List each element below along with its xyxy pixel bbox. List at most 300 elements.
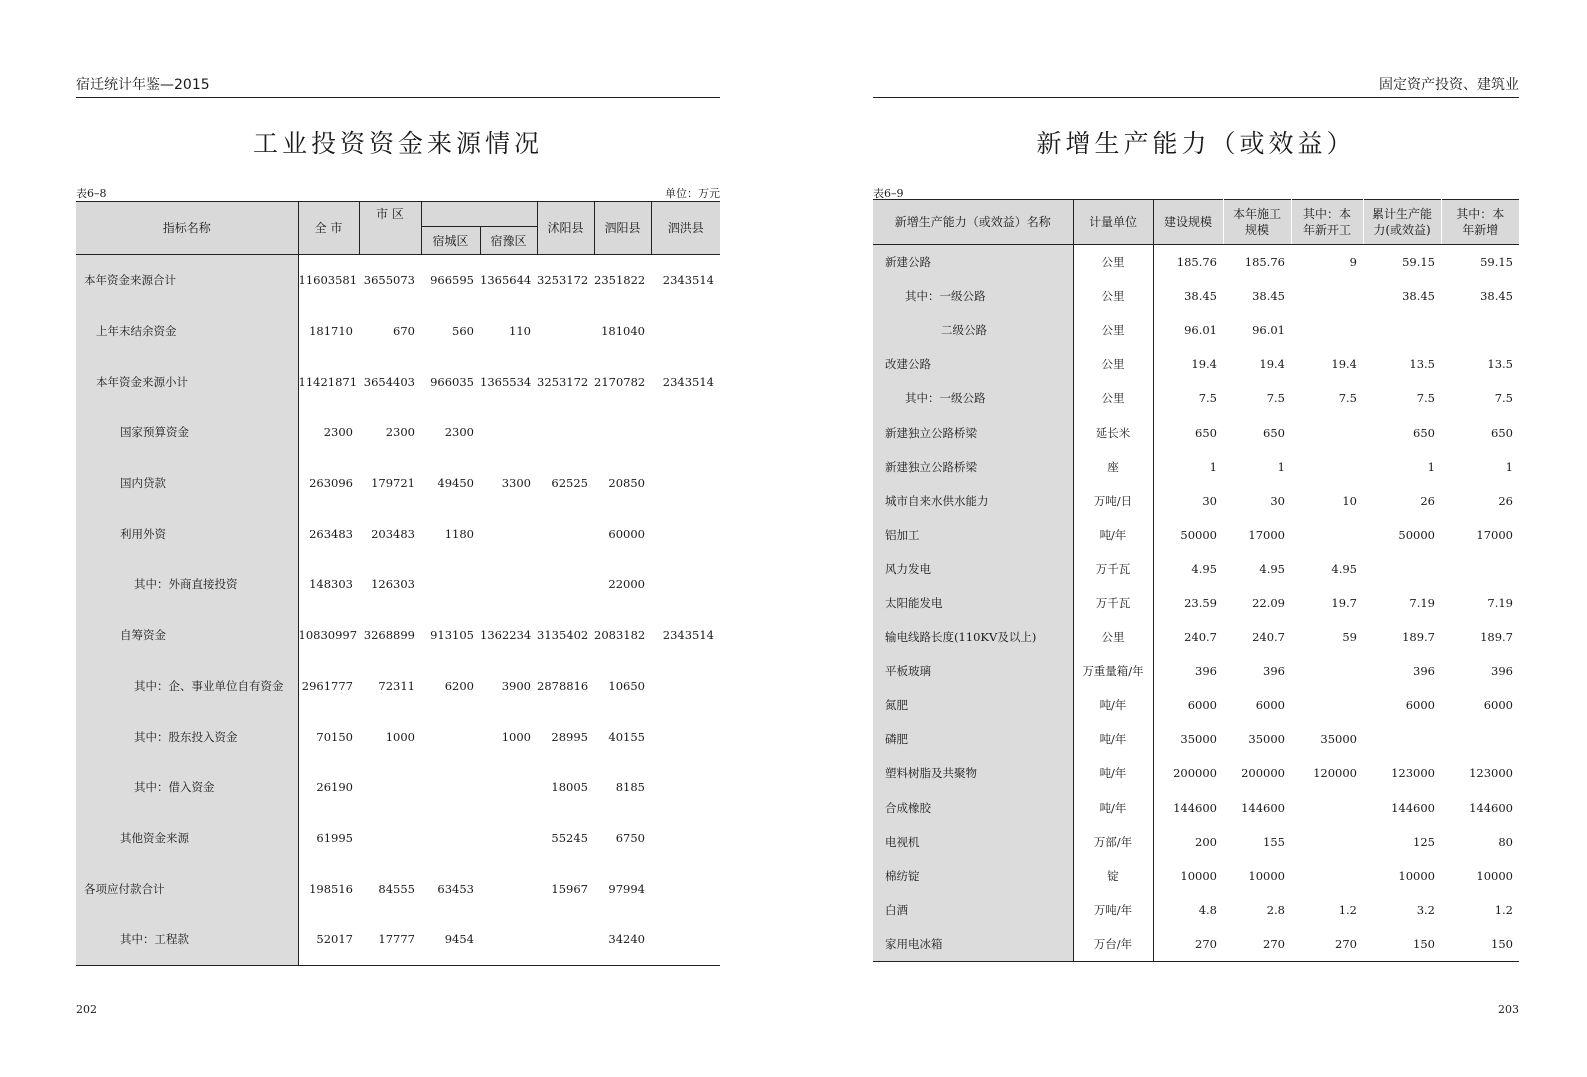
value-cell: 144600 bbox=[1391, 800, 1435, 815]
header-unit: 计量单位 bbox=[1073, 200, 1153, 245]
value-cell: 179721 bbox=[371, 476, 415, 491]
value-cell bbox=[537, 306, 594, 357]
value-cell: 155 bbox=[1263, 834, 1285, 849]
value-cell: 966035 bbox=[430, 374, 474, 389]
table-row bbox=[873, 450, 1519, 484]
row-label: 新建公路 bbox=[873, 245, 1073, 280]
row-label: 城市自来水供水能力 bbox=[873, 484, 1073, 518]
value-cell: 913105 bbox=[430, 628, 474, 643]
table-row bbox=[76, 508, 720, 559]
value-cell: 38.45 bbox=[1252, 289, 1285, 304]
unit-cell: 万吨/年 bbox=[1073, 893, 1153, 927]
value-cell: 2300 bbox=[323, 425, 353, 440]
row-label: 利用外资 bbox=[76, 508, 298, 559]
capacity-table-body bbox=[873, 245, 1519, 962]
value-cell: 19.4 bbox=[1259, 357, 1285, 372]
table-row bbox=[873, 586, 1519, 620]
value-cell: 110 bbox=[509, 324, 531, 339]
value-cell: 1000 bbox=[501, 729, 531, 744]
value-cell: 3655073 bbox=[363, 273, 415, 288]
table-row bbox=[873, 654, 1519, 688]
value-cell bbox=[651, 458, 720, 509]
value-cell: 10000 bbox=[1248, 868, 1285, 883]
table-row bbox=[76, 255, 720, 306]
value-cell: 2343514 bbox=[662, 273, 714, 288]
header-shuyang: 沭阳县 bbox=[537, 202, 594, 255]
value-cell bbox=[1441, 722, 1519, 756]
header-current-scale-l1: 本年施工 bbox=[1232, 207, 1281, 221]
value-cell: 38.45 bbox=[1480, 289, 1513, 304]
row-label: 电视机 bbox=[873, 825, 1073, 859]
table-row bbox=[76, 559, 720, 610]
value-cell: 72311 bbox=[378, 678, 415, 693]
value-cell bbox=[1441, 313, 1519, 347]
value-cell: 18005 bbox=[551, 780, 588, 795]
table-row bbox=[873, 347, 1519, 381]
header-suyu: 宿豫区 bbox=[480, 227, 537, 255]
row-label: 本年资金来源小计 bbox=[76, 356, 298, 407]
header-scale: 建设规模 bbox=[1153, 200, 1223, 245]
row-label: 国内贷款 bbox=[76, 458, 298, 509]
value-cell: 50000 bbox=[1398, 527, 1435, 542]
row-label: 其中：企、事业单位自有资金 bbox=[76, 661, 298, 712]
value-cell: 22000 bbox=[608, 577, 645, 592]
value-cell: 3253172 bbox=[537, 374, 589, 389]
value-cell: 3.2 bbox=[1416, 902, 1435, 917]
value-cell: 670 bbox=[393, 324, 415, 339]
table-row bbox=[873, 927, 1519, 962]
value-cell: 181040 bbox=[601, 324, 645, 339]
table-row bbox=[873, 484, 1519, 518]
value-cell: 270 bbox=[1263, 936, 1285, 951]
value-cell: 11603581 bbox=[298, 273, 358, 288]
table-row bbox=[873, 756, 1519, 790]
value-cell: 7.5 bbox=[1494, 391, 1513, 406]
value-cell: 20850 bbox=[608, 476, 645, 491]
row-label: 国家预算资金 bbox=[76, 407, 298, 458]
value-cell: 1000 bbox=[385, 729, 415, 744]
row-label: 棉纺锭 bbox=[873, 859, 1073, 893]
value-cell: 7.19 bbox=[1409, 595, 1435, 610]
row-label: 输电线路长度(110KV及以上) bbox=[873, 620, 1073, 654]
row-label: 白酒 bbox=[873, 893, 1073, 927]
value-cell: 10650 bbox=[608, 678, 645, 693]
value-cell bbox=[651, 813, 720, 864]
value-cell bbox=[594, 407, 651, 458]
value-cell: 11421871 bbox=[298, 374, 358, 389]
unit-cell: 万千瓦 bbox=[1073, 586, 1153, 620]
value-cell bbox=[1363, 313, 1441, 347]
header-current-scale bbox=[1223, 200, 1291, 245]
value-cell: 650 bbox=[1491, 425, 1513, 440]
table-row bbox=[76, 914, 720, 965]
unit-cell: 延长米 bbox=[1073, 415, 1153, 449]
unit-cell: 公里 bbox=[1073, 245, 1153, 280]
row-label: 合成橡胶 bbox=[873, 791, 1073, 825]
running-head-text: 固定资产投资、建筑业 bbox=[1379, 77, 1519, 93]
value-cell: 4.95 bbox=[1331, 561, 1357, 576]
value-cell bbox=[651, 711, 720, 762]
header-urban: 市 区 bbox=[359, 202, 421, 227]
table-row bbox=[76, 863, 720, 914]
value-cell: 62525 bbox=[551, 476, 588, 491]
value-cell: 1365644 bbox=[480, 273, 532, 288]
value-cell bbox=[537, 914, 594, 965]
value-cell bbox=[651, 306, 720, 357]
value-cell bbox=[480, 559, 537, 610]
value-cell bbox=[651, 914, 720, 965]
table-row bbox=[76, 610, 720, 661]
table-row bbox=[873, 688, 1519, 722]
value-cell: 4.95 bbox=[1191, 561, 1217, 576]
value-cell: 200 bbox=[1195, 834, 1217, 849]
value-cell: 60000 bbox=[608, 526, 645, 541]
value-cell: 2351822 bbox=[594, 273, 646, 288]
value-cell: 396 bbox=[1491, 664, 1513, 679]
value-cell: 22.09 bbox=[1252, 595, 1285, 610]
running-head bbox=[873, 75, 1519, 98]
table-row bbox=[873, 245, 1519, 280]
value-cell bbox=[480, 813, 537, 864]
value-cell: 8185 bbox=[615, 780, 645, 795]
value-cell: 150 bbox=[1491, 936, 1513, 951]
value-cell bbox=[1363, 722, 1441, 756]
new-capacity-table bbox=[873, 199, 1519, 962]
table-row bbox=[873, 825, 1519, 859]
running-head bbox=[76, 75, 720, 98]
value-cell: 189.7 bbox=[1480, 630, 1513, 645]
value-cell: 35000 bbox=[1180, 732, 1217, 747]
value-cell bbox=[421, 711, 480, 762]
value-cell bbox=[1291, 688, 1363, 722]
value-cell bbox=[1291, 518, 1363, 552]
value-cell: 10 bbox=[1342, 493, 1357, 508]
table-unit: 单位：万元 bbox=[665, 187, 720, 200]
value-cell: 97994 bbox=[608, 881, 645, 896]
value-cell: 19.4 bbox=[1191, 357, 1217, 372]
value-cell: 30 bbox=[1270, 493, 1285, 508]
value-cell: 1180 bbox=[444, 526, 474, 541]
header-name: 新增生产能力（或效益）名称 bbox=[873, 200, 1073, 245]
row-label: 本年资金来源合计 bbox=[76, 255, 298, 306]
value-cell bbox=[651, 762, 720, 813]
value-cell: 2343514 bbox=[662, 628, 714, 643]
value-cell: 650 bbox=[1413, 425, 1435, 440]
value-cell bbox=[651, 508, 720, 559]
value-cell: 123000 bbox=[1469, 766, 1513, 781]
value-cell: 2961777 bbox=[301, 678, 353, 693]
table-row bbox=[76, 813, 720, 864]
value-cell: 55245 bbox=[551, 830, 588, 845]
value-cell bbox=[480, 508, 537, 559]
value-cell bbox=[651, 407, 720, 458]
value-cell: 19.7 bbox=[1331, 595, 1357, 610]
table-row bbox=[873, 722, 1519, 756]
table-row bbox=[873, 279, 1519, 313]
value-cell: 49450 bbox=[437, 476, 474, 491]
value-cell: 26 bbox=[1498, 493, 1513, 508]
unit-cell: 万吨/日 bbox=[1073, 484, 1153, 518]
value-cell: 120000 bbox=[1313, 766, 1357, 781]
value-cell: 144600 bbox=[1173, 800, 1217, 815]
value-cell: 10000 bbox=[1476, 868, 1513, 883]
value-cell: 966595 bbox=[430, 273, 474, 288]
row-label: 新建独立公路桥梁 bbox=[873, 415, 1073, 449]
value-cell: 270 bbox=[1335, 936, 1357, 951]
value-cell: 2.8 bbox=[1266, 902, 1285, 917]
value-cell: 70150 bbox=[316, 729, 353, 744]
value-cell bbox=[1291, 859, 1363, 893]
value-cell bbox=[421, 762, 480, 813]
table-row bbox=[873, 381, 1519, 415]
header-sihong: 泗洪县 bbox=[651, 202, 720, 255]
header-indicator: 指标名称 bbox=[76, 202, 298, 255]
value-cell: 263096 bbox=[309, 476, 353, 491]
table-row bbox=[76, 711, 720, 762]
value-cell: 263483 bbox=[309, 526, 353, 541]
value-cell: 7.5 bbox=[1266, 391, 1285, 406]
row-label: 风力发电 bbox=[873, 552, 1073, 586]
table-row bbox=[873, 859, 1519, 893]
value-cell: 2170782 bbox=[594, 374, 646, 389]
value-cell: 34240 bbox=[608, 932, 645, 947]
value-cell: 61995 bbox=[316, 830, 353, 845]
value-cell: 3300 bbox=[501, 476, 531, 491]
row-label: 其中：一级公路 bbox=[873, 279, 1073, 313]
row-label: 自筹资金 bbox=[76, 610, 298, 661]
value-cell bbox=[1291, 791, 1363, 825]
value-cell: 200000 bbox=[1173, 766, 1217, 781]
value-cell bbox=[1441, 552, 1519, 586]
row-label: 新建独立公路桥梁 bbox=[873, 450, 1073, 484]
funding-table-body bbox=[76, 255, 720, 966]
value-cell: 2343514 bbox=[662, 374, 714, 389]
table-number: 表6–9 bbox=[873, 187, 904, 200]
header-added-l2: 年新增 bbox=[1462, 223, 1499, 237]
value-cell: 40155 bbox=[608, 729, 645, 744]
value-cell bbox=[359, 813, 421, 864]
value-cell: 30 bbox=[1202, 493, 1217, 508]
value-cell: 144600 bbox=[1469, 800, 1513, 815]
row-label: 其中：工程款 bbox=[76, 914, 298, 965]
value-cell bbox=[651, 863, 720, 914]
value-cell: 3135402 bbox=[537, 628, 589, 643]
value-cell: 13.5 bbox=[1487, 357, 1513, 372]
left-page bbox=[76, 0, 720, 1077]
page-title: 新增生产能力（或效益） bbox=[1036, 129, 1356, 158]
row-label: 平板玻璃 bbox=[873, 654, 1073, 688]
row-label: 家用电冰箱 bbox=[873, 927, 1073, 962]
value-cell: 4.95 bbox=[1259, 561, 1285, 576]
unit-cell: 万千瓦 bbox=[1073, 552, 1153, 586]
value-cell: 123000 bbox=[1391, 766, 1435, 781]
right-page bbox=[873, 0, 1519, 1077]
value-cell bbox=[480, 407, 537, 458]
table-row bbox=[873, 791, 1519, 825]
value-cell: 10000 bbox=[1180, 868, 1217, 883]
value-cell: 198516 bbox=[309, 881, 353, 896]
row-label: 磷肥 bbox=[873, 722, 1073, 756]
value-cell bbox=[651, 559, 720, 610]
value-cell: 1 bbox=[1427, 459, 1435, 474]
value-cell: 2083182 bbox=[594, 628, 646, 643]
row-label: 上年末结余资金 bbox=[76, 306, 298, 357]
value-cell: 52017 bbox=[316, 932, 353, 947]
value-cell bbox=[421, 813, 480, 864]
value-cell: 2300 bbox=[385, 425, 415, 440]
value-cell bbox=[1291, 313, 1363, 347]
value-cell: 1 bbox=[1209, 459, 1217, 474]
unit-cell: 公里 bbox=[1073, 620, 1153, 654]
value-cell: 6000 bbox=[1187, 698, 1217, 713]
value-cell: 185.76 bbox=[1244, 255, 1285, 270]
funding-source-table bbox=[76, 201, 720, 966]
value-cell: 17000 bbox=[1476, 527, 1513, 542]
value-cell: 200000 bbox=[1241, 766, 1285, 781]
value-cell: 150 bbox=[1413, 936, 1435, 951]
value-cell: 6000 bbox=[1255, 698, 1285, 713]
value-cell: 185.76 bbox=[1176, 255, 1217, 270]
header-new-start bbox=[1291, 200, 1363, 245]
unit-cell: 万部/年 bbox=[1073, 825, 1153, 859]
header-added-l1: 其中：本 bbox=[1456, 207, 1505, 221]
row-label: 其中：外商直接投资 bbox=[76, 559, 298, 610]
row-label: 其中：一级公路 bbox=[873, 381, 1073, 415]
header-cumulative bbox=[1363, 200, 1441, 245]
value-cell: 1362234 bbox=[480, 628, 532, 643]
value-cell: 3268899 bbox=[363, 628, 415, 643]
unit-cell: 万重量箱/年 bbox=[1073, 654, 1153, 688]
row-label: 其他资金来源 bbox=[76, 813, 298, 864]
unit-cell: 吨/年 bbox=[1073, 756, 1153, 790]
header-siyang: 泗阳县 bbox=[594, 202, 651, 255]
table-row bbox=[76, 458, 720, 509]
value-cell: 1 bbox=[1505, 459, 1513, 474]
unit-cell: 吨/年 bbox=[1073, 688, 1153, 722]
table-row bbox=[76, 661, 720, 712]
unit-cell: 座 bbox=[1073, 450, 1153, 484]
value-cell: 9 bbox=[1349, 255, 1357, 270]
unit-cell: 公里 bbox=[1073, 381, 1153, 415]
value-cell: 126303 bbox=[371, 577, 415, 592]
value-cell: 2878816 bbox=[537, 678, 589, 693]
value-cell: 59.15 bbox=[1402, 255, 1435, 270]
value-cell: 23.59 bbox=[1184, 595, 1217, 610]
unit-cell: 吨/年 bbox=[1073, 518, 1153, 552]
page-number: 203 bbox=[1498, 1003, 1519, 1016]
value-cell: 396 bbox=[1413, 664, 1435, 679]
value-cell: 1365534 bbox=[480, 374, 532, 389]
value-cell: 7.5 bbox=[1338, 391, 1357, 406]
value-cell: 96.01 bbox=[1252, 323, 1285, 338]
unit-cell: 公里 bbox=[1073, 279, 1153, 313]
value-cell: 396 bbox=[1263, 664, 1285, 679]
value-cell: 13.5 bbox=[1409, 357, 1435, 372]
header-urban-span bbox=[421, 202, 537, 227]
value-cell bbox=[1291, 450, 1363, 484]
value-cell: 59.15 bbox=[1480, 255, 1513, 270]
value-cell: 7.5 bbox=[1198, 391, 1217, 406]
value-cell: 80 bbox=[1498, 834, 1513, 849]
value-cell: 17777 bbox=[378, 932, 415, 947]
table-row bbox=[873, 313, 1519, 347]
value-cell: 63453 bbox=[437, 881, 474, 896]
value-cell: 7.19 bbox=[1487, 595, 1513, 610]
value-cell: 1.2 bbox=[1338, 902, 1357, 917]
table-row bbox=[873, 415, 1519, 449]
value-cell: 19.4 bbox=[1331, 357, 1357, 372]
unit-cell: 万台/年 bbox=[1073, 927, 1153, 962]
value-cell bbox=[1291, 654, 1363, 688]
value-cell: 203483 bbox=[371, 526, 415, 541]
value-cell bbox=[1363, 552, 1441, 586]
value-cell: 10000 bbox=[1398, 868, 1435, 883]
value-cell: 4.8 bbox=[1198, 902, 1217, 917]
row-label: 改建公路 bbox=[873, 347, 1073, 381]
page-number: 202 bbox=[76, 1003, 97, 1016]
value-cell: 181710 bbox=[309, 324, 353, 339]
table-row bbox=[76, 356, 720, 407]
value-cell: 240.7 bbox=[1184, 630, 1217, 645]
value-cell bbox=[537, 407, 594, 458]
value-cell: 148303 bbox=[309, 577, 353, 592]
row-label: 塑料树脂及共聚物 bbox=[873, 756, 1073, 790]
value-cell: 96.01 bbox=[1184, 323, 1217, 338]
value-cell: 270 bbox=[1195, 936, 1217, 951]
table-row bbox=[873, 518, 1519, 552]
running-head-text: 宿迁统计年鉴—2015 bbox=[76, 77, 210, 93]
unit-cell: 吨/年 bbox=[1073, 791, 1153, 825]
value-cell: 3253172 bbox=[537, 273, 589, 288]
value-cell: 35000 bbox=[1320, 732, 1357, 747]
value-cell: 28995 bbox=[551, 729, 588, 744]
unit-cell: 吨/年 bbox=[1073, 722, 1153, 756]
value-cell bbox=[1291, 825, 1363, 859]
value-cell: 35000 bbox=[1248, 732, 1285, 747]
value-cell: 17000 bbox=[1248, 527, 1285, 542]
value-cell: 240.7 bbox=[1252, 630, 1285, 645]
header-added bbox=[1441, 200, 1519, 245]
value-cell: 84555 bbox=[378, 881, 415, 896]
value-cell: 1 bbox=[1277, 459, 1285, 474]
value-cell: 38.45 bbox=[1402, 289, 1435, 304]
value-cell: 59 bbox=[1342, 630, 1357, 645]
value-cell: 125 bbox=[1413, 834, 1435, 849]
table-row bbox=[76, 762, 720, 813]
value-cell: 650 bbox=[1195, 425, 1217, 440]
value-cell: 189.7 bbox=[1402, 630, 1435, 645]
value-cell: 3900 bbox=[501, 678, 531, 693]
value-cell: 26 bbox=[1420, 493, 1435, 508]
value-cell bbox=[537, 508, 594, 559]
value-cell bbox=[1291, 415, 1363, 449]
row-label: 氮肥 bbox=[873, 688, 1073, 722]
header-urban-sub bbox=[359, 227, 421, 255]
header-city: 全 市 bbox=[298, 202, 359, 255]
table-row bbox=[873, 620, 1519, 654]
value-cell bbox=[421, 559, 480, 610]
value-cell bbox=[480, 863, 537, 914]
row-label: 各项应付款合计 bbox=[76, 863, 298, 914]
value-cell: 144600 bbox=[1241, 800, 1285, 815]
value-cell: 560 bbox=[452, 324, 474, 339]
value-cell: 7.5 bbox=[1416, 391, 1435, 406]
table-row bbox=[76, 306, 720, 357]
table-row bbox=[873, 552, 1519, 586]
value-cell: 10830997 bbox=[298, 628, 358, 643]
value-cell: 396 bbox=[1195, 664, 1217, 679]
value-cell bbox=[480, 914, 537, 965]
